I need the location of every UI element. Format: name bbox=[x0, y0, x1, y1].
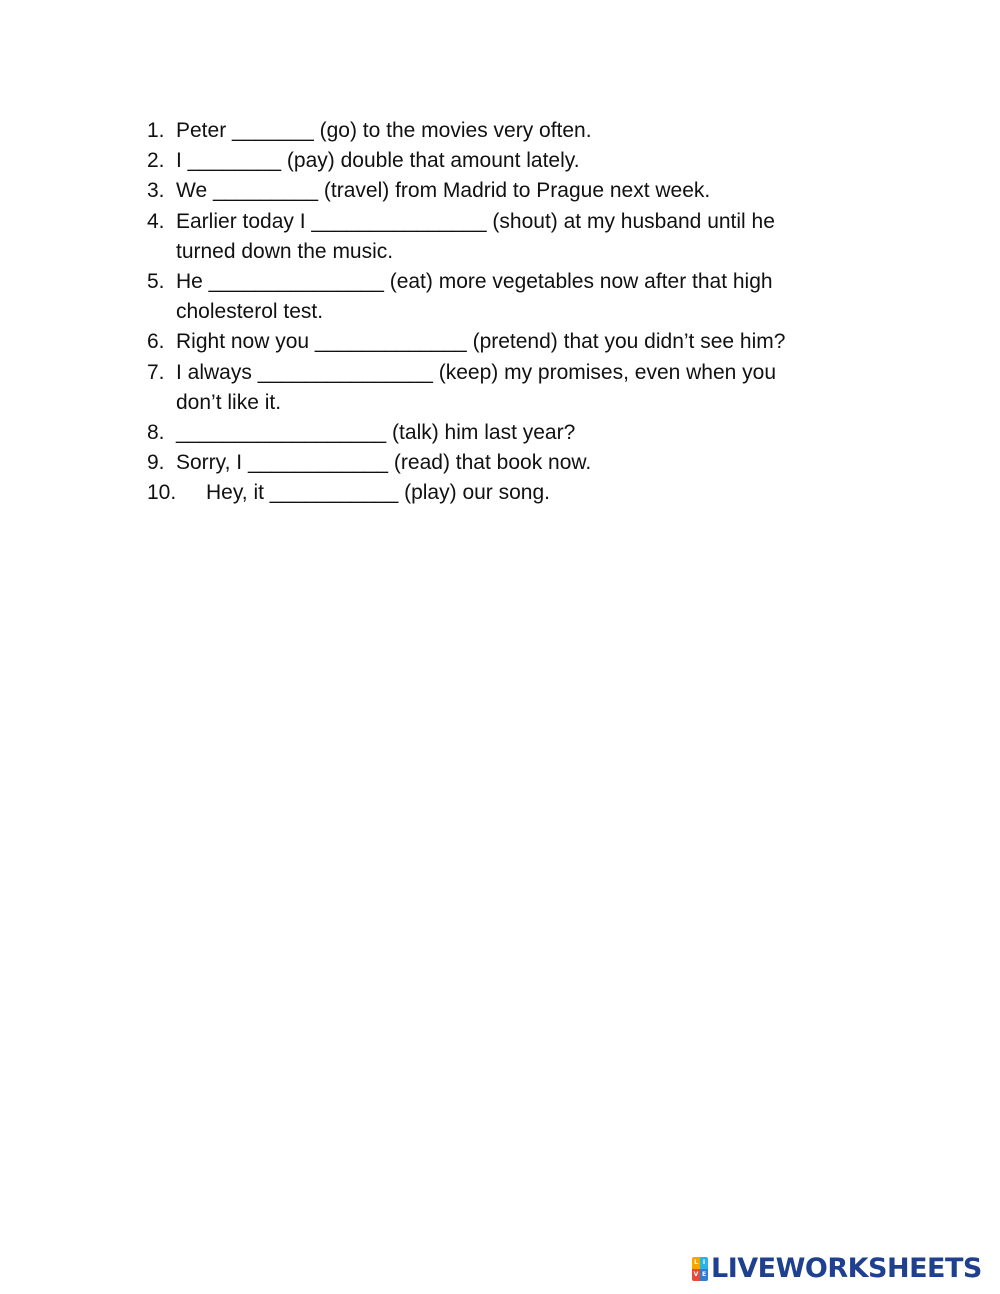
item-number: 3. bbox=[147, 179, 165, 203]
item-number: 6. bbox=[147, 330, 165, 354]
exercise-item-5 bbox=[0, 267, 1000, 327]
item-text-continued: don’t like it. bbox=[176, 390, 282, 414]
exercise-item-7 bbox=[0, 358, 1000, 418]
logo-mark-letter: L bbox=[692, 1257, 700, 1269]
item-number: 5. bbox=[147, 269, 165, 293]
exercise-item-1 bbox=[0, 116, 1000, 146]
logo-mark-letter: E bbox=[700, 1269, 708, 1281]
item-number: 7. bbox=[147, 360, 165, 384]
item-number: 9. bbox=[147, 451, 165, 475]
logo-mark-letter: V bbox=[692, 1269, 700, 1281]
exercise-item-4 bbox=[0, 207, 1000, 267]
logo-text: LIVEWORKSHEETS bbox=[711, 1253, 982, 1284]
exercise-item-9 bbox=[0, 448, 1000, 478]
item-text: We _________ (travel) from Madrid to Prague next week. bbox=[176, 179, 711, 203]
item-text: He _______________ (eat) more vegetables now after that high bbox=[176, 269, 773, 293]
item-text-continued: cholesterol test. bbox=[176, 300, 324, 324]
item-text: Earlier today I _______________ (shout) at my husband until he bbox=[176, 209, 775, 233]
item-number: 2. bbox=[147, 149, 165, 173]
exercise-item-8 bbox=[0, 418, 1000, 448]
logo-mark-letter: I bbox=[700, 1257, 708, 1269]
exercise-list bbox=[0, 116, 1000, 508]
item-text: Peter _______ (go) to the movies very often. bbox=[176, 119, 592, 142]
exercise-item-6 bbox=[0, 327, 1000, 357]
item-number: 10. bbox=[147, 481, 177, 505]
exercise-item-2 bbox=[0, 146, 1000, 176]
item-text-continued: turned down the music. bbox=[176, 239, 394, 263]
item-text: Right now you _____________ (pretend) that you didn’t see him? bbox=[176, 330, 786, 354]
item-number: 8. bbox=[147, 420, 165, 444]
item-text: __________________ (talk) him last year? bbox=[176, 420, 576, 444]
liveworksheets-logo bbox=[692, 1255, 982, 1283]
liveworksheets-logo-icon bbox=[692, 1257, 708, 1281]
item-number: 1. bbox=[147, 119, 165, 142]
item-text: Hey, it ___________ (play) our song. bbox=[206, 481, 550, 505]
item-text: I ________ (pay) double that amount lately. bbox=[176, 149, 580, 173]
item-text: Sorry, I ____________ (read) that book now. bbox=[176, 451, 592, 475]
item-text: I always _______________ (keep) my promises, even when you bbox=[176, 360, 777, 384]
exercise-item-3 bbox=[0, 176, 1000, 206]
exercise-item-10 bbox=[0, 478, 1000, 508]
item-number: 4. bbox=[147, 209, 165, 233]
